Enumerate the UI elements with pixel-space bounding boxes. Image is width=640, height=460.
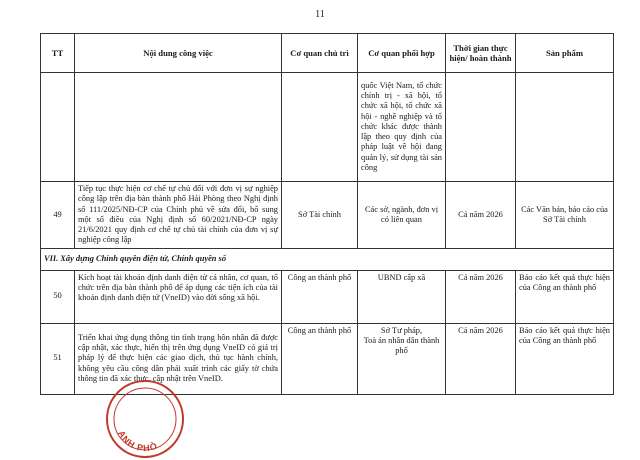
header-tt: TT bbox=[41, 34, 75, 73]
coord-line-2: Toà án nhân dân thành phố bbox=[363, 335, 440, 355]
cell-product: Báo cáo kết quả thực hiện của Công an thành phố bbox=[516, 270, 614, 323]
cell-product: Báo cáo kết quả thực hiện của Công an thành phố bbox=[516, 323, 614, 394]
cell-time: Cả năm 2026 bbox=[446, 323, 516, 394]
cell-time: Cả năm 2026 bbox=[446, 270, 516, 323]
header-coordinating-agency: Cơ quan phối hợp bbox=[358, 34, 446, 73]
cell-coord: quốc Việt Nam, tổ chức chính trị - xã hội, tổ chức xã hội, tổ chức xã hội - nghề nghiệp và tổ chức khác được thành lập theo quy định của pháp luật về hội đang quản lý, sử dụng tài sản công bbox=[358, 73, 446, 182]
cell-product bbox=[516, 73, 614, 182]
section-title: VII. Xây dựng Chính quyền điện tử, Chính quyền số bbox=[41, 248, 614, 270]
cell-coord bbox=[358, 323, 446, 394]
header-content: Nội dung công việc bbox=[75, 34, 282, 73]
coord-line-1: Sở Tư pháp, bbox=[380, 325, 423, 335]
header-time: Thời gian thực hiện/ hoàn thành bbox=[446, 34, 516, 73]
cell-tt: 50 bbox=[41, 270, 75, 323]
cell-coord: Các sở, ngành, đơn vị có liên quan bbox=[358, 182, 446, 249]
table-row-50 bbox=[41, 270, 614, 323]
cell-lead: Công an thành phố bbox=[282, 270, 358, 323]
cell-tt: 51 bbox=[41, 323, 75, 394]
cell-content: Triển khai ứng dụng thông tin tình trạng hôn nhân đã được cập nhật, xác thực, hiển thị trên ứng dụng VneID có giá trị pháp lý để thực hiện các giao dịch, thủ tục hành chính, không yêu cầu công dân phải xuất trình các giấy tờ chứa thông tin đã xác thực, cập nhật trên VneID. bbox=[75, 323, 282, 394]
section-row-vii bbox=[41, 248, 614, 270]
cell-content bbox=[75, 73, 282, 182]
cell-tt bbox=[41, 73, 75, 182]
cell-tt: 49 bbox=[41, 182, 75, 249]
cell-lead bbox=[282, 73, 358, 182]
seal-text: ANH PHÒ bbox=[116, 428, 160, 454]
table-row-49 bbox=[41, 182, 614, 249]
cell-lead: Công an thành phố bbox=[282, 323, 358, 394]
cell-content: Tiếp tục thực hiện cơ chế tự chủ đối với đơn vị sự nghiệp công lập trên địa bàn thành phố Hải Phòng theo Nghị định số 111/2025/NĐ-CP của Chính phủ về sửa đổi, bổ sung một số điều của Nghị định số 60/2021/NĐ-CP ngày 21/6/2021 quy định cơ chế tự chủ tài chính của đơn vị sự nghiệp công lập bbox=[75, 182, 282, 249]
table-row-continuation bbox=[41, 73, 614, 182]
official-seal-stamp bbox=[104, 378, 186, 460]
cell-time bbox=[446, 73, 516, 182]
header-lead-agency: Cơ quan chủ trì bbox=[282, 34, 358, 73]
page-number: 11 bbox=[315, 9, 325, 20]
cell-lead: Sở Tài chính bbox=[282, 182, 358, 249]
header-product: Sản phẩm bbox=[516, 34, 614, 73]
cell-coord: UBND cấp xã bbox=[358, 270, 446, 323]
cell-time: Cả năm 2026 bbox=[446, 182, 516, 249]
work-plan-table bbox=[40, 33, 614, 395]
cell-product: Các Văn bản, báo cáo của Sở Tài chính bbox=[516, 182, 614, 249]
table-header-row bbox=[41, 34, 614, 73]
cell-content: Kích hoạt tài khoản định danh điện tử cá nhân, cơ quan, tổ chức trên địa bàn thành phố để áp dụng các tiện ích của tài khoản định danh điện tử (VneID) vào đời sống xã hội. bbox=[75, 270, 282, 323]
